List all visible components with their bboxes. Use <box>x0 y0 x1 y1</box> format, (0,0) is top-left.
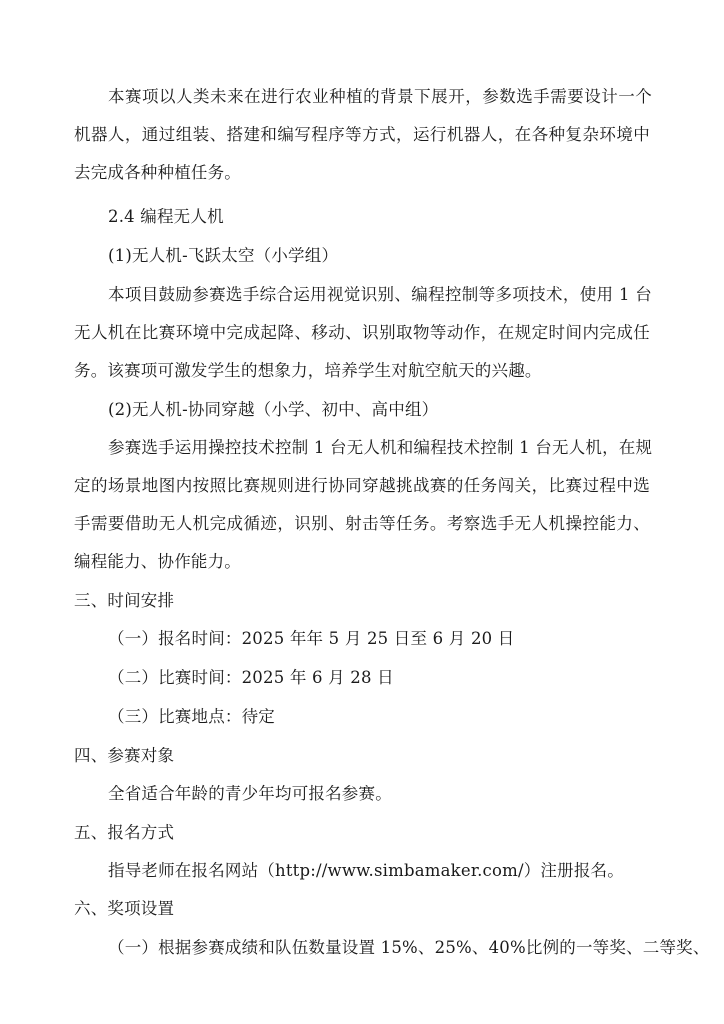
paragraph-line: 全省适合年龄的青少年均可报名参赛。 <box>108 784 392 803</box>
paragraph-line: 机器人，通过组装、搭建和编写程序等方式，运行机器人，在各种复杂环境中 <box>74 125 650 144</box>
section-heading: 六、奖项设置 <box>74 899 175 918</box>
paragraph-line: 无人机在比赛环境中完成起降、移动、识别取物等动作，在规定时间内完成任 <box>74 323 650 342</box>
subsection-heading: (1)无人机-飞跃太空（小学组） <box>108 246 339 265</box>
list-item: （三）比赛地点：待定 <box>108 707 275 726</box>
paragraph-line: 参赛选手运用操控技术控制 1 台无人机和编程技术控制 1 台无人机，在规 <box>108 438 653 457</box>
paragraph-line: 定的场景地图内按照比赛规则进行协同穿越挑战赛的任务闯关，比赛过程中选 <box>74 476 650 495</box>
paragraph-line: 本赛项以人类未来在进行农业种植的背景下展开，参数选手需要设计一个 <box>108 87 652 106</box>
section-heading: 四、参赛对象 <box>74 746 175 765</box>
paragraph-line: 去完成各种种植任务。 <box>74 163 241 182</box>
section-heading: 五、报名方式 <box>74 823 175 842</box>
paragraph-line: 编程能力、协作能力。 <box>74 552 241 571</box>
paragraph-line: 指导老师在报名网站（http://www.simbamaker.com/）注册报名。 <box>108 861 624 880</box>
paragraph-line: 手需要借助无人机完成循迹，识别、射击等任务。考察选手无人机操控能力、 <box>74 514 650 533</box>
section-heading: 三、时间安排 <box>74 591 175 610</box>
list-item: （一）根据参赛成绩和队伍数量设置 15%、25%、40%比例的一等奖、二等奖、 <box>108 938 710 957</box>
list-item: （一）报名时间：2025 年年 5 月 25 日至 6 月 20 日 <box>108 629 515 648</box>
section-heading: 2.4 编程无人机 <box>108 207 224 226</box>
list-item: （二）比赛时间：2025 年 6 月 28 日 <box>108 668 394 687</box>
paragraph-line: 务。该赛项可激发学生的想象力，培养学生对航空航天的兴趣。 <box>74 361 542 380</box>
paragraph-line: 本项目鼓励参赛选手综合运用视觉识别、编程控制等多项技术，使用 1 台 <box>108 285 652 304</box>
subsection-heading: (2)无人机-协同穿越（小学、初中、高中组） <box>108 400 439 419</box>
